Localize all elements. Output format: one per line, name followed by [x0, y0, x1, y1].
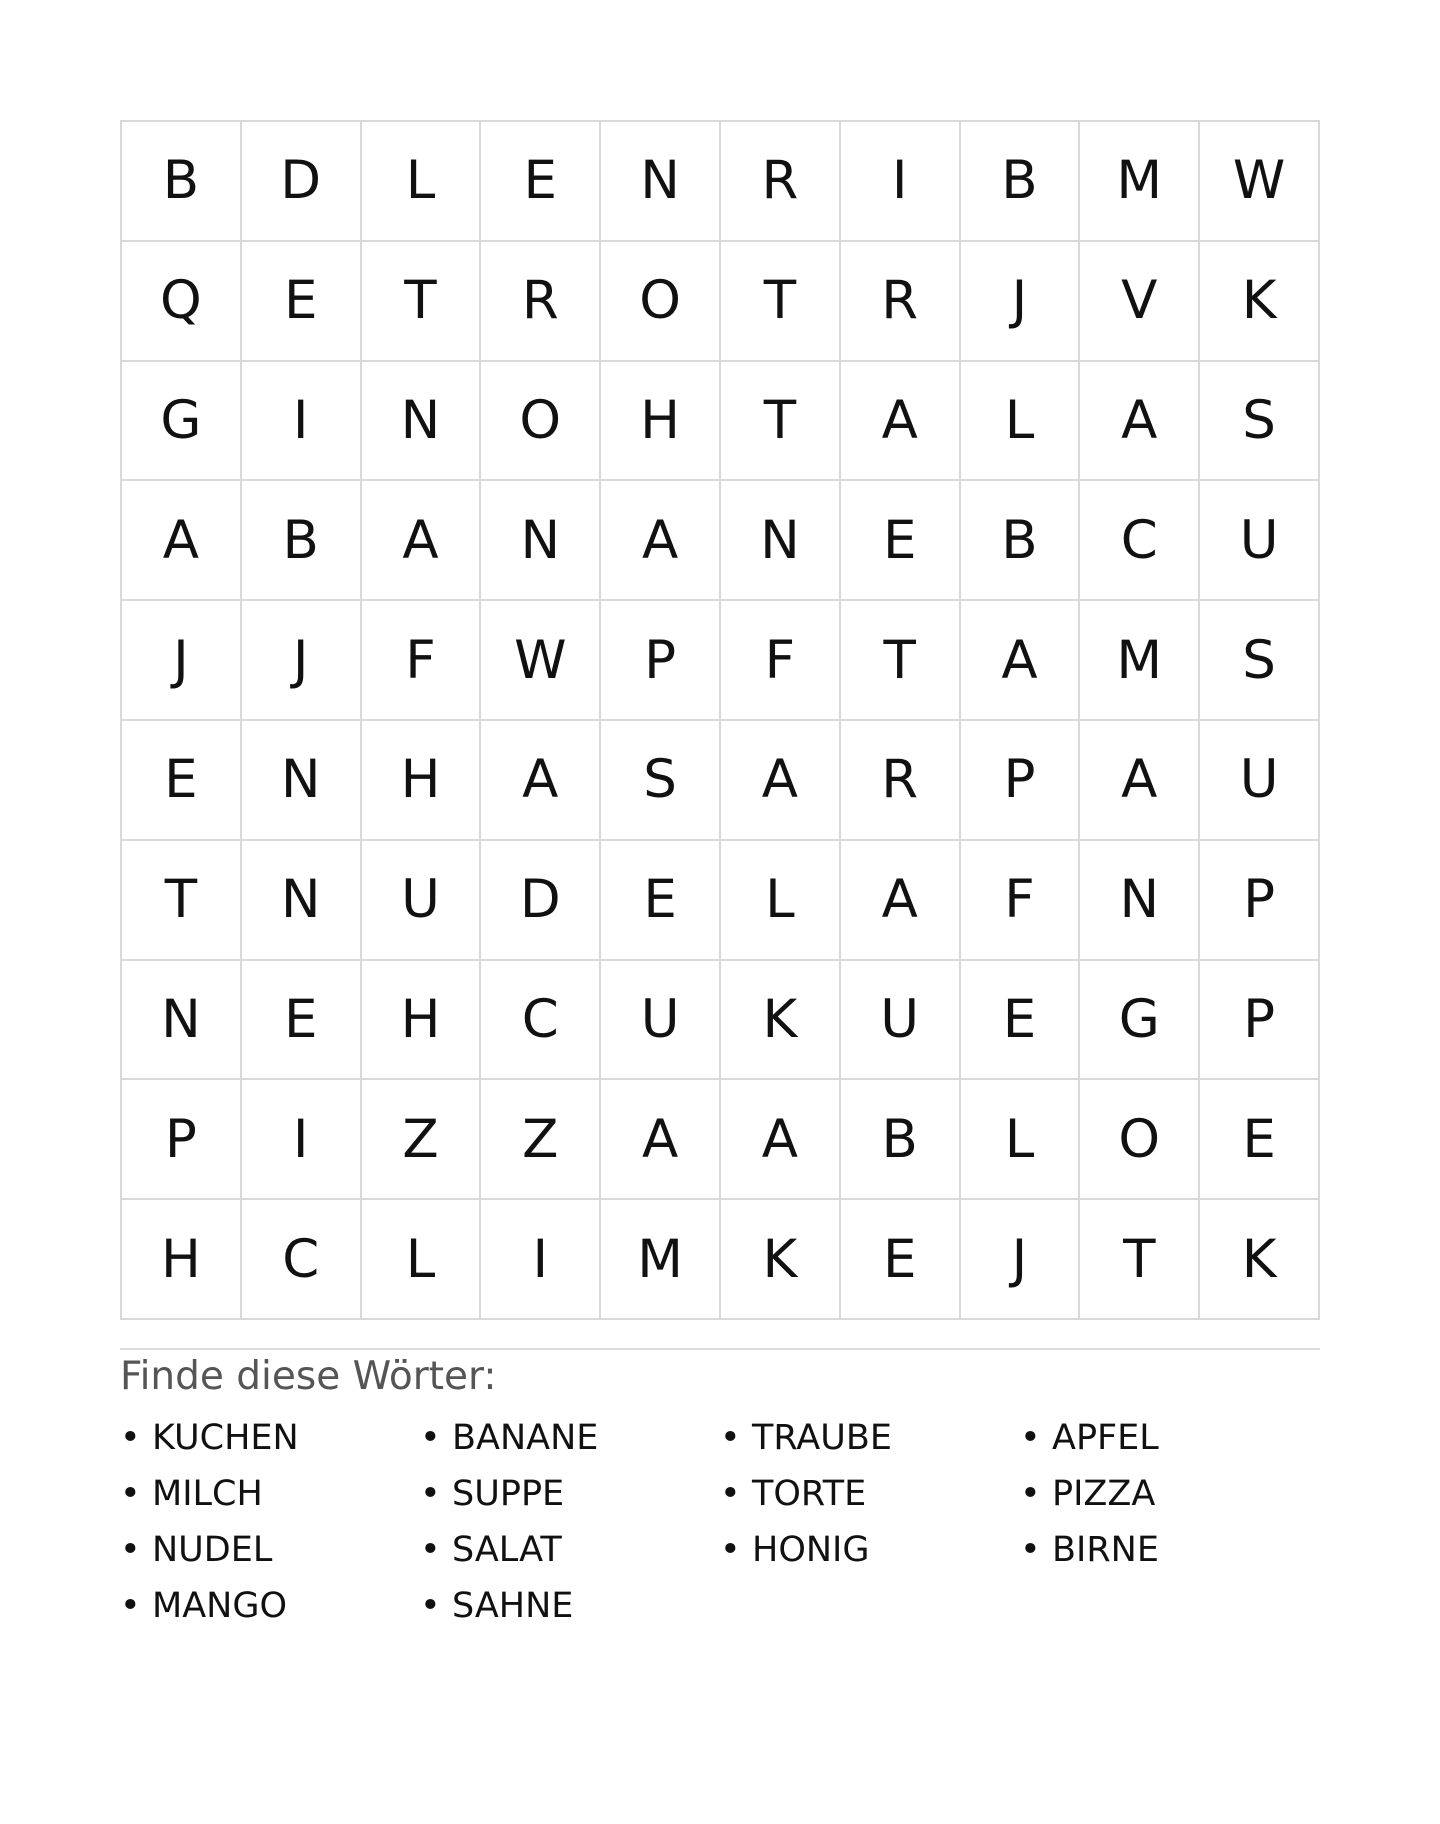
word-label: MILCH [152, 1474, 263, 1514]
grid-cell[interactable]: S [601, 721, 721, 841]
grid-cell[interactable]: A [841, 841, 961, 961]
word-list-item [120, 1522, 420, 1578]
grid-cell[interactable]: L [961, 1080, 1081, 1200]
word-search-grid [120, 120, 1320, 1320]
grid-cell[interactable]: H [122, 1200, 242, 1320]
grid-cell[interactable]: P [1200, 961, 1320, 1081]
grid-cell[interactable]: U [1200, 481, 1320, 601]
grid-cell[interactable]: P [601, 601, 721, 721]
grid-cell[interactable]: T [362, 242, 482, 362]
word-list-item [420, 1578, 720, 1634]
grid-cell[interactable]: U [841, 961, 961, 1081]
word-list-item [720, 1410, 1020, 1466]
grid-cell[interactable]: R [481, 242, 601, 362]
word-label: BANANE [452, 1418, 599, 1458]
grid-cell[interactable]: E [601, 841, 721, 961]
grid-cell[interactable]: O [481, 362, 601, 482]
divider [120, 1348, 1320, 1350]
grid-cell[interactable]: N [362, 362, 482, 482]
bullet-icon: • [1020, 1474, 1041, 1514]
word-list-item [120, 1410, 420, 1466]
grid-cell[interactable]: M [601, 1200, 721, 1320]
grid-cell[interactable]: E [841, 481, 961, 601]
grid-cell[interactable]: B [961, 481, 1081, 601]
grid-cell[interactable]: U [362, 841, 482, 961]
grid-cell[interactable]: E [841, 1200, 961, 1320]
grid-cell[interactable]: A [481, 721, 601, 841]
grid-cell[interactable]: C [481, 961, 601, 1081]
grid-cell[interactable]: E [961, 961, 1081, 1081]
grid-cell[interactable]: G [122, 362, 242, 482]
grid-cell[interactable]: A [122, 481, 242, 601]
grid-cell[interactable]: C [242, 1200, 362, 1320]
grid-cell[interactable]: L [961, 362, 1081, 482]
grid-cell[interactable]: T [841, 601, 961, 721]
word-list-item [720, 1522, 1020, 1578]
grid-cell[interactable]: N [242, 721, 362, 841]
bullet-icon: • [1020, 1418, 1041, 1458]
word-list-item [1020, 1522, 1320, 1578]
word-label: SUPPE [452, 1474, 565, 1514]
grid-cell[interactable]: P [1200, 841, 1320, 961]
grid-cell[interactable]: A [721, 721, 841, 841]
grid-cell[interactable]: U [1200, 721, 1320, 841]
grid-cell[interactable]: F [961, 841, 1081, 961]
grid-cell[interactable]: B [242, 481, 362, 601]
word-list-item [420, 1466, 720, 1522]
word-label: BIRNE [1052, 1530, 1159, 1570]
grid-cell[interactable]: R [721, 122, 841, 242]
grid-cell[interactable]: M [1080, 122, 1200, 242]
grid-cell[interactable]: Q [122, 242, 242, 362]
grid-cell[interactable]: P [961, 721, 1081, 841]
grid-cell[interactable]: K [721, 1200, 841, 1320]
grid-cell[interactable]: S [1200, 362, 1320, 482]
grid-cell[interactable]: H [362, 961, 482, 1081]
grid-cell[interactable]: B [961, 122, 1081, 242]
grid-cell[interactable]: L [362, 1200, 482, 1320]
word-label: TRAUBE [752, 1418, 892, 1458]
grid-cell[interactable]: A [1080, 362, 1200, 482]
grid-cell[interactable]: E [242, 961, 362, 1081]
grid-cell[interactable]: H [601, 362, 721, 482]
grid-cell[interactable]: A [601, 1080, 721, 1200]
bullet-icon: • [420, 1586, 441, 1626]
grid-cell[interactable]: G [1080, 961, 1200, 1081]
word-label: MANGO [152, 1586, 287, 1626]
grid-cell[interactable]: W [1200, 122, 1320, 242]
grid-cell[interactable]: Z [481, 1080, 601, 1200]
grid-cell[interactable]: U [601, 961, 721, 1081]
grid-cell[interactable]: T [721, 362, 841, 482]
word-label: KUCHEN [152, 1418, 299, 1458]
grid-cell[interactable]: A [1080, 721, 1200, 841]
grid-cell[interactable]: J [242, 601, 362, 721]
grid-cell[interactable]: N [242, 841, 362, 961]
grid-cell[interactable]: F [721, 601, 841, 721]
bullet-icon: • [1020, 1530, 1041, 1570]
word-list-item [420, 1410, 720, 1466]
word-label: SAHNE [452, 1586, 574, 1626]
grid-cell[interactable]: R [841, 242, 961, 362]
grid-cell[interactable]: F [362, 601, 482, 721]
word-list-item [120, 1466, 420, 1522]
word-list-item [1020, 1466, 1320, 1522]
grid-cell[interactable]: C [1080, 481, 1200, 601]
word-list-item [120, 1578, 420, 1634]
grid-cell[interactable]: K [1200, 1200, 1320, 1320]
grid-cell[interactable]: L [721, 841, 841, 961]
grid-cell[interactable]: A [601, 481, 721, 601]
grid-cell[interactable]: A [721, 1080, 841, 1200]
grid-cell[interactable]: A [362, 481, 482, 601]
grid-cell[interactable]: K [721, 961, 841, 1081]
grid-cell[interactable]: P [122, 1080, 242, 1200]
grid-cell[interactable]: E [1200, 1080, 1320, 1200]
grid-cell[interactable]: L [362, 122, 482, 242]
grid-cell[interactable]: R [841, 721, 961, 841]
grid-cell[interactable]: B [841, 1080, 961, 1200]
grid-cell[interactable]: I [242, 362, 362, 482]
grid-cell[interactable]: I [242, 1080, 362, 1200]
grid-cell[interactable]: K [1200, 242, 1320, 362]
grid-cell[interactable]: T [122, 841, 242, 961]
bullet-icon: • [120, 1418, 141, 1458]
grid-cell[interactable]: W [481, 601, 601, 721]
grid-cell[interactable]: E [122, 721, 242, 841]
grid-cell[interactable]: T [721, 242, 841, 362]
bullet-icon: • [120, 1586, 141, 1626]
grid-cell[interactable]: D [481, 841, 601, 961]
bullet-icon: • [420, 1474, 441, 1514]
grid-cell[interactable]: J [961, 242, 1081, 362]
bullet-icon: • [720, 1530, 741, 1570]
grid-cell[interactable]: T [1080, 1200, 1200, 1320]
grid-cell[interactable]: O [601, 242, 721, 362]
word-list [120, 1410, 1320, 1634]
grid-cell[interactable]: O [1080, 1080, 1200, 1200]
grid-cell[interactable]: H [362, 721, 482, 841]
bullet-icon: • [420, 1530, 441, 1570]
grid-cell[interactable]: E [481, 122, 601, 242]
bullet-icon: • [120, 1530, 141, 1570]
grid-cell[interactable]: M [1080, 601, 1200, 721]
bullet-icon: • [420, 1418, 441, 1458]
words-heading: Finde diese Wörter: [120, 1354, 497, 1399]
grid-cell[interactable]: I [841, 122, 961, 242]
bullet-icon: • [720, 1418, 741, 1458]
word-list-item [720, 1466, 1020, 1522]
word-label: PIZZA [1052, 1474, 1156, 1514]
word-list-item [1020, 1410, 1320, 1466]
grid-cell[interactable]: D [242, 122, 362, 242]
grid-cell[interactable]: N [481, 481, 601, 601]
grid-cell[interactable]: J [122, 601, 242, 721]
grid-cell[interactable]: N [1080, 841, 1200, 961]
grid-cell[interactable]: E [242, 242, 362, 362]
word-label: NUDEL [152, 1530, 273, 1570]
grid-cell[interactable]: V [1080, 242, 1200, 362]
word-label: TORTE [752, 1474, 867, 1514]
word-label: APFEL [1052, 1418, 1159, 1458]
grid-cell[interactable]: Z [362, 1080, 482, 1200]
grid-cell[interactable]: I [481, 1200, 601, 1320]
bullet-icon: • [720, 1474, 741, 1514]
grid-cell[interactable]: N [721, 481, 841, 601]
grid-cell[interactable]: B [122, 122, 242, 242]
bullet-icon: • [120, 1474, 141, 1514]
grid-cell[interactable]: A [961, 601, 1081, 721]
word-list-item [420, 1522, 720, 1578]
grid-cell[interactable]: N [122, 961, 242, 1081]
grid-cell[interactable]: N [601, 122, 721, 242]
grid-cell[interactable]: J [961, 1200, 1081, 1320]
grid-cell[interactable]: A [841, 362, 961, 482]
word-label: SALAT [452, 1530, 562, 1570]
word-label: HONIG [752, 1530, 870, 1570]
grid-cell[interactable]: S [1200, 601, 1320, 721]
